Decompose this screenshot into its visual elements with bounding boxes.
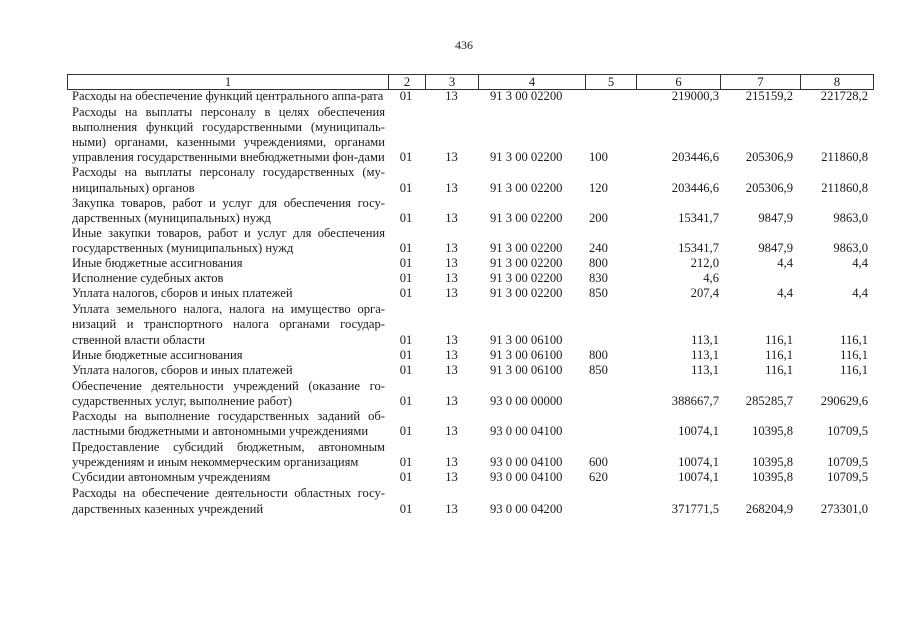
- table-row: [67, 348, 872, 363]
- table-row: [67, 379, 872, 409]
- cell-col-5: 850: [589, 286, 608, 301]
- row-description: Иные бюджетные ассигнования: [72, 347, 243, 362]
- cell-col-4: 91 3 00 06100: [490, 347, 563, 362]
- cell-col-6: 4,6: [703, 271, 719, 286]
- header-col-1: 1: [68, 75, 389, 89]
- header-col-4: 4: [479, 75, 586, 89]
- cell-col-7: 268204,9: [745, 501, 793, 516]
- cell-col-5: 200: [589, 210, 608, 225]
- cell-col-2: 01: [399, 180, 413, 195]
- header-col-7: 7: [721, 75, 801, 89]
- cell-col-2: 01: [399, 210, 413, 225]
- cell-col-8: 4,4: [852, 286, 868, 301]
- cell-col-7: 4,4: [777, 256, 793, 271]
- cell-col-3: 13: [445, 362, 458, 377]
- cell-col-7: 9847,9: [758, 240, 793, 255]
- table-row: [67, 470, 872, 485]
- cell-col-4: 91 3 00 02200: [490, 89, 563, 103]
- cell-col-6: 113,1: [691, 332, 719, 347]
- cell-col-2: 01: [399, 501, 413, 516]
- table-row: [67, 302, 872, 347]
- cell-col-6: 371771,5: [671, 501, 719, 516]
- table-row: [67, 486, 872, 516]
- cell-col-5: 100: [589, 150, 608, 165]
- cell-col-2: 01: [399, 424, 413, 439]
- cell-col-7: 4,4: [777, 286, 793, 301]
- header-col-6: 6: [637, 75, 721, 89]
- table-row: [67, 286, 872, 301]
- cell-col-3: 13: [445, 271, 458, 286]
- row-description: Исполнение судебных актов: [72, 271, 224, 286]
- cell-col-4: 93 0 00 04100: [490, 470, 563, 485]
- cell-col-3: 13: [445, 210, 458, 225]
- cell-col-3: 13: [445, 256, 458, 271]
- table-row: [67, 409, 872, 439]
- cell-col-7: 116,1: [765, 332, 793, 347]
- cell-col-7: 10395,8: [752, 455, 793, 470]
- cell-col-6: 113,1: [691, 347, 719, 362]
- row-description: Предоставление субсидий бюджетным, автономным учреждениям и иным некоммерческим организациям: [72, 440, 385, 470]
- cell-col-6: 10074,1: [678, 470, 719, 485]
- cell-col-2: 01: [399, 393, 413, 408]
- cell-col-4: 91 3 00 02200: [490, 271, 563, 286]
- page-number: 436: [455, 38, 473, 52]
- cell-col-6: 113,1: [691, 362, 719, 377]
- cell-col-3: 13: [445, 393, 458, 408]
- cell-col-5: 830: [589, 271, 608, 286]
- cell-col-4: 91 3 00 02200: [490, 150, 563, 165]
- table-row: [67, 89, 872, 104]
- cell-col-7: 205306,9: [745, 150, 793, 165]
- cell-col-4: 91 3 00 02200: [490, 240, 563, 255]
- cell-col-8: 10709,5: [827, 455, 868, 470]
- cell-col-2: 01: [399, 256, 413, 271]
- cell-col-2: 01: [399, 362, 413, 377]
- table-row: [67, 271, 872, 286]
- row-description: Расходы на обеспечение деятельности областных госу-дарственных казенных учреждений: [72, 486, 385, 516]
- cell-col-7: 205306,9: [745, 180, 793, 195]
- cell-col-8: 221728,2: [820, 89, 868, 103]
- cell-col-8: 273301,0: [820, 501, 868, 516]
- row-description: Субсидии автономным учреждениям: [72, 470, 271, 485]
- row-description: Расходы на обеспечение функций центрального аппа-рата: [72, 89, 384, 103]
- cell-col-8: 116,1: [840, 362, 868, 377]
- cell-col-8: 9863,0: [833, 210, 868, 225]
- cell-col-4: 93 0 00 04100: [490, 424, 563, 439]
- table-row: [67, 196, 872, 226]
- row-description: Расходы на выплаты персоналу в целях обеспечения выполнения функций государственными (муниципаль-ными) органами, казенными учреждениями, органами управления государственными внебюджетными фон-дами: [72, 105, 385, 165]
- cell-col-3: 13: [445, 470, 458, 485]
- cell-col-3: 13: [445, 424, 458, 439]
- cell-col-4: 91 3 00 02200: [490, 286, 563, 301]
- cell-col-8: 211860,8: [821, 150, 868, 165]
- table-row: [67, 165, 872, 195]
- table-body: [67, 89, 872, 517]
- cell-col-7: 215159,2: [745, 89, 793, 103]
- cell-col-2: 01: [399, 150, 413, 165]
- cell-col-3: 13: [445, 150, 458, 165]
- cell-col-3: 13: [445, 501, 458, 516]
- cell-col-2: 01: [399, 470, 413, 485]
- cell-col-8: 10709,5: [827, 470, 868, 485]
- table-row: [67, 440, 872, 470]
- cell-col-6: 388667,7: [671, 393, 719, 408]
- cell-col-6: 203446,6: [671, 150, 719, 165]
- cell-col-5: 600: [589, 455, 608, 470]
- cell-col-4: 91 3 00 06100: [490, 332, 563, 347]
- cell-col-6: 15341,7: [678, 240, 719, 255]
- cell-col-3: 13: [445, 180, 458, 195]
- cell-col-2: 01: [399, 455, 413, 470]
- header-col-2: 2: [389, 75, 426, 89]
- cell-col-8: 4,4: [852, 256, 868, 271]
- cell-col-2: 01: [399, 240, 413, 255]
- cell-col-7: 116,1: [765, 347, 793, 362]
- row-description: Уплата налогов, сборов и иных платежей: [72, 362, 293, 377]
- cell-col-8: 116,1: [840, 332, 868, 347]
- cell-col-6: 10074,1: [678, 455, 719, 470]
- cell-col-4: 93 0 00 00000: [490, 393, 563, 408]
- cell-col-3: 13: [445, 332, 458, 347]
- cell-col-8: 10709,5: [827, 424, 868, 439]
- row-description: Уплата налогов, сборов и иных платежей: [72, 286, 293, 301]
- row-description: Обеспечение деятельности учреждений (оказание го-сударственных услуг, выполнение работ): [72, 378, 385, 408]
- cell-col-5: 800: [589, 256, 608, 271]
- cell-col-3: 13: [445, 89, 458, 103]
- cell-col-2: 01: [399, 332, 413, 347]
- header-col-3: 3: [426, 75, 479, 89]
- cell-col-6: 207,4: [690, 286, 719, 301]
- cell-col-5: 620: [589, 470, 608, 485]
- row-description: Расходы на выплаты персоналу государственных (му-ниципальных) органов: [72, 165, 385, 195]
- cell-col-8: 9863,0: [833, 240, 868, 255]
- cell-col-6: 15341,7: [678, 210, 719, 225]
- cell-col-4: 91 3 00 02200: [490, 180, 563, 195]
- cell-col-4: 93 0 00 04100: [490, 455, 563, 470]
- row-description: Иные бюджетные ассигнования: [72, 256, 243, 271]
- cell-col-4: 91 3 00 02200: [490, 256, 563, 271]
- row-description: Иные закупки товаров, работ и услуг для обеспечения государственных (муниципальных) нужд: [72, 225, 385, 255]
- row-description: Закупка товаров, работ и услуг для обеспечения госу-дарственных (муниципальных) нужд: [72, 195, 385, 225]
- cell-col-2: 01: [399, 347, 413, 362]
- cell-col-7: 9847,9: [758, 210, 793, 225]
- cell-col-8: 290629,6: [820, 393, 868, 408]
- cell-col-3: 13: [445, 286, 458, 301]
- cell-col-6: 10074,1: [678, 424, 719, 439]
- cell-col-6: 203446,6: [671, 180, 719, 195]
- table-row: [67, 226, 872, 256]
- table-row: [67, 363, 872, 378]
- cell-col-8: 211860,8: [821, 180, 868, 195]
- header-col-5: 5: [586, 75, 637, 89]
- cell-col-2: 01: [399, 89, 413, 103]
- cell-col-3: 13: [445, 240, 458, 255]
- table-header: [67, 74, 874, 90]
- header-col-8: 8: [833, 75, 841, 89]
- cell-col-7: 10395,8: [752, 470, 793, 485]
- row-description: Расходы на выполнение государственных заданий об-ластными бюджетными и автономными учреждениями: [72, 408, 385, 439]
- cell-col-5: 850: [589, 362, 608, 377]
- cell-col-7: 116,1: [765, 362, 793, 377]
- cell-col-8: 116,1: [840, 347, 868, 362]
- cell-col-5: 120: [589, 180, 608, 195]
- table-row: [67, 105, 872, 165]
- cell-col-7: 10395,8: [752, 424, 793, 439]
- cell-col-2: 01: [399, 271, 413, 286]
- cell-col-2: 01: [399, 286, 413, 301]
- cell-col-4: 91 3 00 02200: [490, 210, 563, 225]
- cell-col-4: 91 3 00 06100: [490, 362, 563, 377]
- cell-col-3: 13: [445, 455, 458, 470]
- cell-col-7: 285285,7: [745, 393, 793, 408]
- cell-col-5: 240: [589, 240, 608, 255]
- cell-col-6: 219000,3: [671, 89, 719, 103]
- cell-col-4: 93 0 00 04200: [490, 501, 563, 516]
- cell-col-5: 800: [589, 347, 608, 362]
- row-description: Уплата земельного налога, налога на имущество орга-низаций и транспортного налога органами государ-ственной власти области: [72, 302, 385, 347]
- table-row: [67, 256, 872, 271]
- cell-col-6: 212,0: [690, 256, 719, 271]
- cell-col-3: 13: [445, 347, 458, 362]
